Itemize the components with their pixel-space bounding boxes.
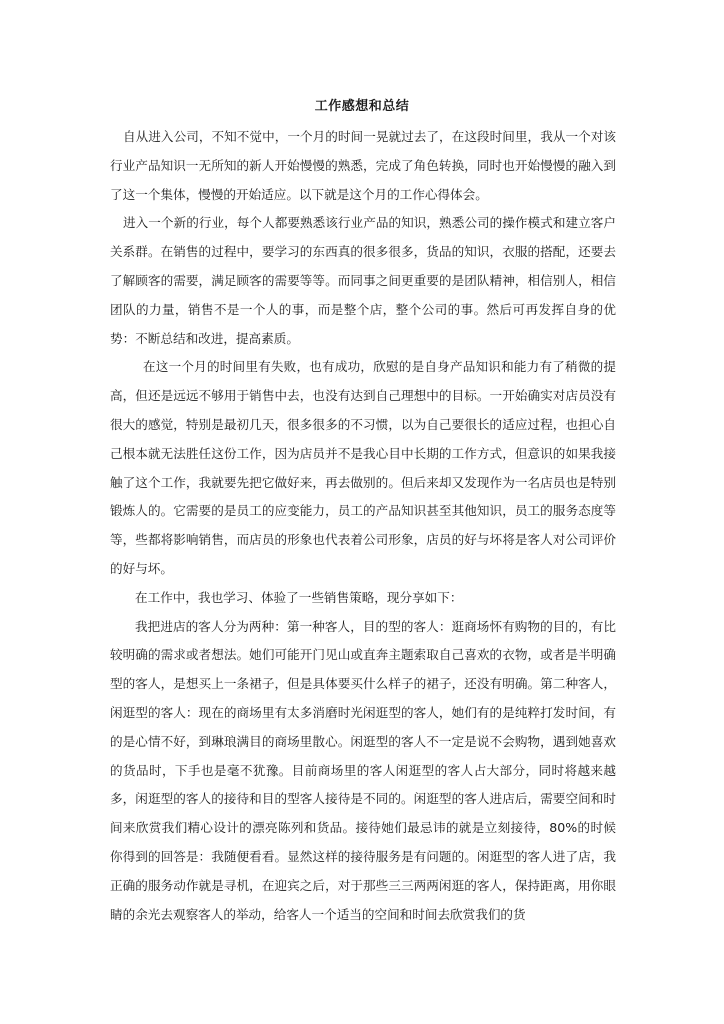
paragraph-strategy-intro: 在工作中，我也学习、体验了一些销售策略，现分享如下： [135,589,463,605]
document-body [110,123,616,929]
document-title: 工作感想和总结 [314,99,410,114]
paragraph-experience: 在这一个月的时间里有失败，也有成功，欣慰的是自身产品知识和能力有了稍微的提高，但还是远远不够用于销售中去，也没有达到自己理想中的目标。一开始确实对店员没有很大的感觉，特别是最初几天，很多很多的不习惯，以为自己要很长的适应过程，也担心自己根本就无法胜任这份工作，因为店员并不是我心目中长期的工作方式，但意识的如果我接触了这个工作，我就要先把它做好来，再去做别的。但后来却又发现作为一名店员也是特别锻炼人的。它需要的是员工的应变能力，员工的产品知识甚至其他知识，员工的服务态度等等，些都将影响销售，而店员的形象也代表着公司形象，店员的好与坏将是客人对公司评价的好与坏。 [110,359,616,576]
paragraph-intro: 自从进入公司，不知不觉中，一个月的时间一晃就过去了，在这段时间里，我从一个对该行业产品知识一无所知的新人开始慢慢的熟悉，完成了角色转换，同时也开始慢慢的融入到了这一个集体，慢慢的开始适应。以下就是这个月的工作心得体会。 [110,129,616,202]
paragraph-new-industry: 进入一个新的行业，每个人都要熟悉该行业产品的知识，熟悉公司的操作模式和建立客户关系群。在销售的过程中，要学习的东西真的很多很多，货品的知识，衣服的搭配，还要去了解顾客的需要，满足顾客的需要等等。而同事之间更重要的是团队精神，相信别人，相信团队的力量，销售不是一个人的事，而是整个店，整个公司的事。然后可再发挥自身的优势：不断总结和改进，提高素质。 [110,215,616,346]
paragraph-customer-types: 我把进店的客人分为两种：第一种客人，目的型的客人：逛商场怀有购物的目的，有比较明确的需求或者想法。她们可能开门见山或直奔主题索取自己喜欢的衣物，或者是半明确型的客人，是想买上一条裙子，但是具体要买什么样子的裙子，还没有明确。第二种客人，闲逛型的客人：现在的商场里有太多消磨时光闲逛型的客人，她们有的是纯粹打发时间，有的是心情不好，到琳琅满目的商场里散心。闲逛型的客人不一定是说不会购物，遇到她喜欢的货品时，下手也是毫不犹豫。目前商场里的客人闲逛型的客人占大部分，同时将越来越多，闲逛型的客人的接待和目的型客人接待是不同的。闲逛型的客人进店后，需要空间和时间来欣赏我们精心设计的漂亮陈列和货品。接待她们最忌讳的就是立刻接待，80%的时候你得到的回答是：我随便看看。显然这样的接待服务是有问题的。闲逛型的客人进了店，我正确的服务动作就是寻机，在迎宾之后，对于那些三三两两闲逛的客人，保持距离，用你眼睛的余光去观察客人的举动，给客人一个适当的空间和时间去欣赏我们的货 [110,618,616,922]
